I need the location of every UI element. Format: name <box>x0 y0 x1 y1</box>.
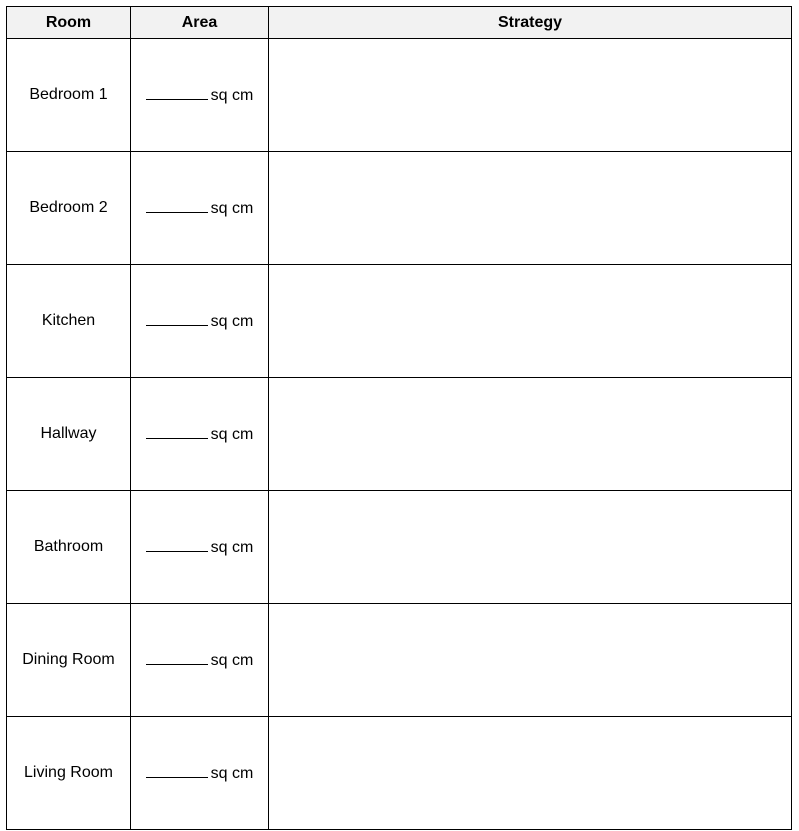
area-blank-field[interactable] <box>146 311 208 326</box>
area-cell <box>131 604 269 717</box>
table-row <box>7 39 792 152</box>
area-cell <box>131 152 269 265</box>
area-cell <box>131 39 269 152</box>
area-unit: sq cm <box>210 313 254 330</box>
table-row <box>7 265 792 378</box>
area-unit: sq cm <box>210 765 254 782</box>
header-strategy: Strategy <box>269 7 792 39</box>
room-area-worksheet-table <box>6 6 792 830</box>
area-blank-field[interactable] <box>146 763 208 778</box>
room-name: Dining Room <box>7 604 131 717</box>
table-row <box>7 491 792 604</box>
strategy-cell[interactable] <box>269 265 792 378</box>
area-unit: sq cm <box>210 539 254 556</box>
header-room: Room <box>7 7 131 39</box>
area-cell <box>131 265 269 378</box>
room-name: Living Room <box>7 717 131 830</box>
header-row <box>7 7 792 39</box>
table-row <box>7 152 792 265</box>
area-unit: sq cm <box>210 200 254 217</box>
area-blank-field[interactable] <box>146 650 208 665</box>
area-blank-field[interactable] <box>146 85 208 100</box>
area-cell <box>131 491 269 604</box>
strategy-cell[interactable] <box>269 717 792 830</box>
area-blank-field[interactable] <box>146 198 208 213</box>
area-blank-field[interactable] <box>146 424 208 439</box>
area-unit: sq cm <box>210 652 254 669</box>
header-area: Area <box>131 7 269 39</box>
area-unit: sq cm <box>210 426 254 443</box>
strategy-cell[interactable] <box>269 378 792 491</box>
room-name: Bedroom 2 <box>7 152 131 265</box>
room-name: Hallway <box>7 378 131 491</box>
area-blank-field[interactable] <box>146 537 208 552</box>
room-name: Kitchen <box>7 265 131 378</box>
strategy-cell[interactable] <box>269 152 792 265</box>
table-row <box>7 604 792 717</box>
area-cell <box>131 378 269 491</box>
area-unit: sq cm <box>210 87 254 104</box>
room-name: Bathroom <box>7 491 131 604</box>
table-row <box>7 717 792 830</box>
room-name: Bedroom 1 <box>7 39 131 152</box>
strategy-cell[interactable] <box>269 39 792 152</box>
area-cell <box>131 717 269 830</box>
table-row <box>7 378 792 491</box>
strategy-cell[interactable] <box>269 491 792 604</box>
strategy-cell[interactable] <box>269 604 792 717</box>
